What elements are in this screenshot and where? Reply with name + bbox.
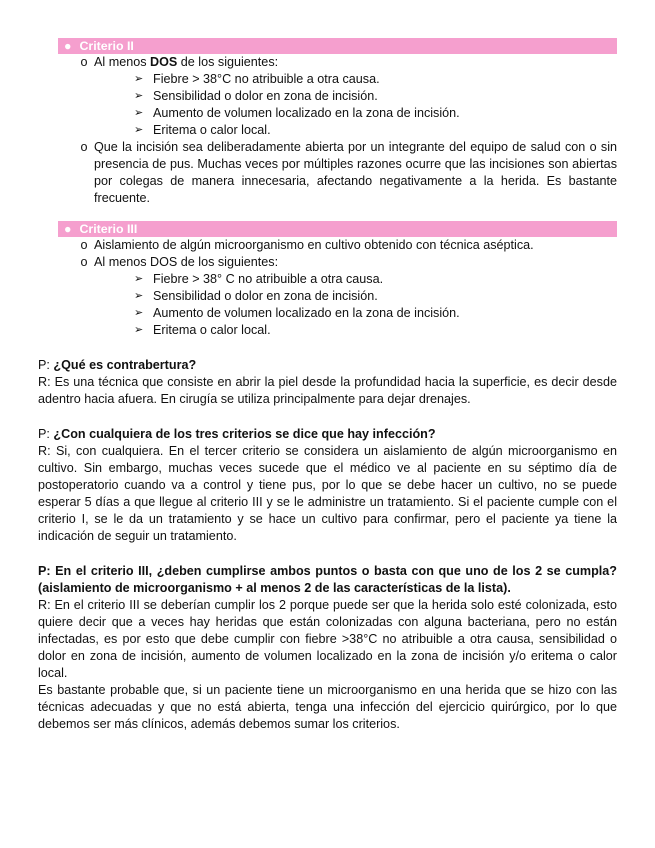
criterio-3-item-2: o Al menos DOS de los siguientes: [94, 254, 617, 271]
criterio-2-subitem: ➢ Fiebre > 38°C no atribuible a otra causa. [134, 72, 380, 86]
circle-marker: o [80, 140, 88, 154]
criterio-2-subitem: ➢ Eritema o calor local. [134, 123, 271, 137]
criterio-3-subitem: ➢ Fiebre > 38° C no atribuible a otra causa. [134, 272, 384, 286]
bullet-marker: ● [64, 222, 72, 236]
criterio-2-item-1: o Al menos DOS de los siguientes: [94, 54, 617, 71]
arrow-marker: ➢ [134, 290, 144, 302]
criterio-3-header [58, 221, 617, 237]
arrow-marker: ➢ [134, 307, 144, 319]
circle-marker: o [80, 255, 88, 269]
circle-marker: o [80, 238, 88, 252]
arrow-marker: ➢ [134, 107, 144, 119]
criterio-2-subitem: ➢ Aumento de volumen localizado en la zona de incisión. [134, 106, 460, 120]
answer-1: R: Es una técnica que consiste en abrir la piel desde la profundidad hacia la superficie, es decir desde adentro hacia afuera. En cirugía se utiliza principalmente para dejar drenajes. [38, 375, 617, 406]
criterio-3-subitem: ➢ Sensibilidad o dolor en zona de incisión. [134, 289, 378, 303]
arrow-marker: ➢ [134, 90, 144, 102]
criterio-3-item-1: o Aislamiento de algún microorganismo en cultivo obtenido con técnica aséptica. [94, 237, 617, 254]
bullet-marker: ● [64, 39, 72, 53]
arrow-marker: ➢ [134, 324, 144, 336]
answer-2: R: Si, con cualquiera. En el tercer criterio se considera un aislamiento de algún microorganismo en cultivo. Sin embargo, muchas veces sucede que el médico ve al paciente en su séptimo día de postoperatorio cuando va a control y tiene pus, por lo que se debe hacer un cultivo, no se puede esperar 5 días a que llegue al criterio III y se le administre un tratamiento. Si el paciente cumple con el criterio I, se le da un tratamiento y se hace un cultivo para confirmar, pero el paciente ya tiene la indicación de seguir un tratamiento. [38, 444, 617, 543]
question-1: P: ¿Qué es contrabertura? [38, 358, 197, 372]
criterio-3-title: Criterio III [79, 222, 138, 236]
criterio-2-title: Criterio II [79, 39, 134, 53]
criterio-3-subitem: ➢ Aumento de volumen localizado en la zona de incisión. [134, 306, 460, 320]
arrow-marker: ➢ [134, 273, 144, 285]
dos-emphasis: DOS [150, 55, 178, 69]
criterio-2-header [58, 38, 617, 54]
question-3: P: En el criterio III, ¿deben cumplirse ambos puntos o basta con que uno de los 2 se cumpla? (aislamiento de microorganismo + al menos 2 de las características de la lista). [38, 564, 617, 595]
document-page [38, 38, 617, 733]
answer-3: R: En el criterio III se deberían cumplir los 2 porque puede ser que la herida solo esté colonizada, esto quiere decir que a veces hay heridas que están colonizadas con alguna bacteriana, pero no están infectadas, es por esto que debe cumplir con fiebre >38°C no atribuible a otra causa, sensibilidad o dolor en zona de incisión, aumento de volumen localizado en la zona de incisión y/o eritema o calor local. [38, 598, 617, 680]
answer-3-continued: Es bastante probable que, si un paciente tiene un microorganismo en una herida que se hizo con las técnicas adecuadas y que no está abierta, tenga una infección del ejercicio quirúrgico, por lo que debemos ser más clínicos, además debemos sumar los criterios. [38, 683, 617, 731]
criterio-2-subitem: ➢ Sensibilidad o dolor en zona de incisión. [134, 89, 378, 103]
arrow-marker: ➢ [134, 73, 144, 85]
criterio-2-item-2: o Que la incisión sea deliberadamente abierta por un integrante del equipo de salud con o sin presencia de pus. Muchas veces por múltiples razones ocurre que las incisiones son abiertas por colegas de manera innecesaria, afectando negativamente a la herida. Es bastante frecuente. [94, 139, 617, 207]
circle-marker: o [80, 55, 88, 69]
criterio-3-subitem: ➢ Eritema o calor local. [134, 323, 271, 337]
arrow-marker: ➢ [134, 124, 144, 136]
question-2: P: ¿Con cualquiera de los tres criterios se dice que hay infección? [38, 427, 436, 441]
